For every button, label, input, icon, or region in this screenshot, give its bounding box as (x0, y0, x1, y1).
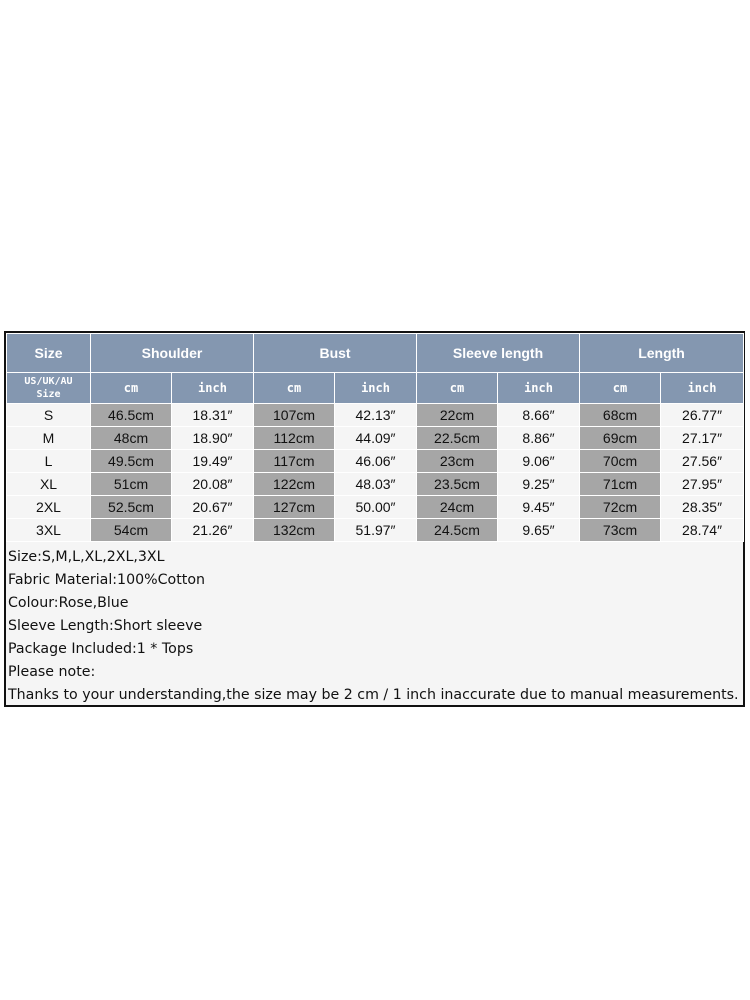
unit-cm: cm (91, 373, 172, 404)
inch-value-cell: 20.67″ (172, 496, 254, 519)
inch-value-cell: 28.35″ (661, 496, 744, 519)
unit-inch: inch (661, 373, 744, 404)
cm-value-cell: 112cm (254, 427, 335, 450)
table-row (7, 496, 744, 519)
size-header: Size (7, 334, 91, 373)
product-notes (8, 546, 743, 707)
shoulder-header: Shoulder (91, 334, 254, 373)
inch-value-cell: 27.17″ (661, 427, 744, 450)
table-row (7, 450, 744, 473)
cm-value-cell: 122cm (254, 473, 335, 496)
cm-value-cell: 72cm (580, 496, 661, 519)
unit-cm: cm (580, 373, 661, 404)
cm-value-cell: 52.5cm (91, 496, 172, 519)
header-row (7, 334, 744, 373)
inch-value-cell: 27.56″ (661, 450, 744, 473)
unit-cm: cm (254, 373, 335, 404)
cm-value-cell: 49.5cm (91, 450, 172, 473)
inch-value-cell: 9.45″ (498, 496, 580, 519)
inch-value-cell: 19.49″ (172, 450, 254, 473)
cm-value-cell: 51cm (91, 473, 172, 496)
cm-value-cell: 68cm (580, 404, 661, 427)
table-row (7, 404, 744, 427)
cm-value-cell: 23.5cm (417, 473, 498, 496)
cm-value-cell: 54cm (91, 519, 172, 542)
table-row (7, 519, 744, 542)
size-cell: M (7, 427, 91, 450)
note-please: Please note: (8, 664, 96, 680)
cm-value-cell: 71cm (580, 473, 661, 496)
size-cell: L (7, 450, 91, 473)
cm-value-cell: 107cm (254, 404, 335, 427)
unit-row (7, 373, 744, 404)
size-cell: S (7, 404, 91, 427)
bust-header: Bust (254, 334, 417, 373)
cm-value-cell: 117cm (254, 450, 335, 473)
cm-value-cell: 22cm (417, 404, 498, 427)
cm-value-cell: 24cm (417, 496, 498, 519)
size-standard-label: US/UK/AU (24, 376, 73, 387)
sleeve-length-header: Sleeve length (417, 334, 580, 373)
note-fabric: Fabric Material:100%Cotton (8, 572, 206, 588)
inch-value-cell: 42.13″ (335, 404, 417, 427)
cm-value-cell: 127cm (254, 496, 335, 519)
inch-value-cell: 9.06″ (498, 450, 580, 473)
cm-value-cell: 132cm (254, 519, 335, 542)
table-row (7, 473, 744, 496)
note-package: Package Included:1 * Tops (8, 641, 194, 657)
unit-inch: inch (498, 373, 580, 404)
size-cell: 3XL (7, 519, 91, 542)
inch-value-cell: 50.00″ (335, 496, 417, 519)
note-sleeve: Sleeve Length:Short sleeve (8, 618, 203, 634)
inch-value-cell: 8.86″ (498, 427, 580, 450)
table-row (7, 427, 744, 450)
cm-value-cell: 23cm (417, 450, 498, 473)
inch-value-cell: 9.65″ (498, 519, 580, 542)
inch-value-cell: 44.09″ (335, 427, 417, 450)
inch-value-cell: 48.03″ (335, 473, 417, 496)
note-colour: Colour:Rose,Blue (8, 595, 129, 611)
cm-value-cell: 69cm (580, 427, 661, 450)
inch-value-cell: 21.26″ (172, 519, 254, 542)
size-label: Size (36, 389, 61, 400)
size-cell: 2XL (7, 496, 91, 519)
unit-cm: cm (417, 373, 498, 404)
inch-value-cell: 51.97″ (335, 519, 417, 542)
inch-value-cell: 28.74″ (661, 519, 744, 542)
cm-value-cell: 70cm (580, 450, 661, 473)
inch-value-cell: 26.77″ (661, 404, 744, 427)
size-chart (4, 331, 745, 707)
size-standard-header (7, 373, 91, 404)
note-disclaimer: Thanks to your understanding,the size may be 2 cm / 1 inch inaccurate due to manual measurements. (8, 687, 739, 703)
inch-value-cell: 27.95″ (661, 473, 744, 496)
cm-value-cell: 22.5cm (417, 427, 498, 450)
inch-value-cell: 46.06″ (335, 450, 417, 473)
unit-inch: inch (172, 373, 254, 404)
inch-value-cell: 8.66″ (498, 404, 580, 427)
inch-value-cell: 20.08″ (172, 473, 254, 496)
unit-inch: inch (335, 373, 417, 404)
size-table (6, 333, 744, 542)
length-header: Length (580, 334, 744, 373)
note-size: Size:S,M,L,XL,2XL,3XL (8, 549, 165, 565)
cm-value-cell: 24.5cm (417, 519, 498, 542)
cm-value-cell: 48cm (91, 427, 172, 450)
inch-value-cell: 18.31″ (172, 404, 254, 427)
inch-value-cell: 18.90″ (172, 427, 254, 450)
cm-value-cell: 73cm (580, 519, 661, 542)
cm-value-cell: 46.5cm (91, 404, 172, 427)
size-cell: XL (7, 473, 91, 496)
inch-value-cell: 9.25″ (498, 473, 580, 496)
